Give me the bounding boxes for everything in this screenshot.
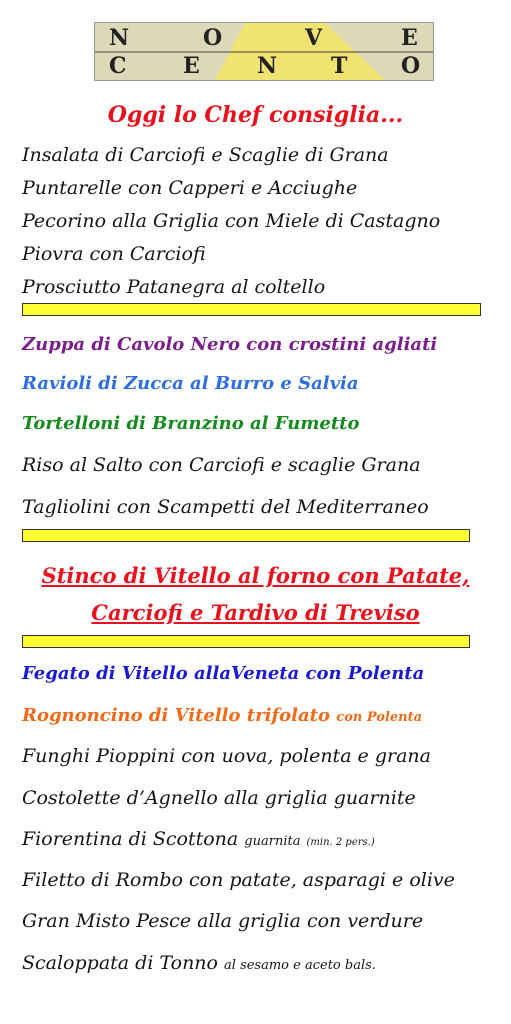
menu-item-antipasto: Insalata di Carciofi e Scaglie di Grana [22,144,389,166]
menu-item-primo: Riso al Salto con Carciofi e scaglie Grana [22,454,421,476]
menu-item-secondo: Filetto di Rombo con patate, asparagi e olive [22,869,455,891]
dish-note: (min. 2 pers.) [306,837,375,848]
menu-item-primo: Tagliolini con Scampetti del Mediterraneo [22,496,429,518]
menu-item-secondo [22,828,375,850]
logo-letter: E [183,53,200,79]
menu-item-secondo: Fegato di Vitello allaVeneta con Polenta [22,663,425,684]
menu-item-antipasto: Puntarelle con Capperi e Acciughe [22,177,358,199]
logo-letter: N [257,53,278,79]
section-divider [22,529,470,542]
logo-letter: O [203,25,223,51]
dish-suffix: guarnita [244,834,301,849]
novecento-logo [94,22,434,81]
logo-letter: E [401,25,418,51]
menu-item-antipasto: Pecorino alla Griglia con Miele di Castagno [22,210,441,232]
menu-heading: Oggi lo Chef consiglia... [107,102,404,128]
dish-name: Scaloppata di Tonno [22,952,218,974]
logo-letter: C [109,53,127,79]
menu-item-primo: Tortelloni di Branzino al Fumetto [22,413,360,434]
section-divider [22,635,470,648]
logo-row-top [95,25,433,51]
dish-suffix: al sesamo e aceto bals. [224,958,376,973]
logo-letter: N [109,25,130,51]
menu-item-primo: Ravioli di Zucca al Burro e Salvia [22,373,359,394]
menu-item-secondo: Costolette d’Agnello alla griglia guarnite [22,787,416,809]
logo-row-bottom [95,53,433,79]
logo-letter: O [401,53,421,79]
menu-item-antipasto: Piovra con Carciofi [22,243,206,265]
logo-letter: T [331,53,348,79]
dish-name: Rognoncino di Vitello trifolato [22,705,330,726]
dish-name: Fiorentina di Scottona [22,828,239,850]
special-dish-line-1: Stinco di Vitello al forno con Patate, [41,563,470,588]
section-divider [22,303,481,316]
special-dish-line-2: Carciofi e Tardivo di Treviso [91,600,420,625]
menu-item-secondo [22,705,422,726]
menu-item-secondo: Gran Misto Pesce alla griglia con verdure [22,910,424,932]
logo-letter: V [305,25,323,51]
menu-item-secondo: Funghi Pioppini con uova, polenta e grana [22,745,431,767]
menu-item-antipasto: Prosciutto Patanegra al coltello [22,276,326,298]
menu-item-primo: Zuppa di Cavolo Nero con crostini agliati [22,334,438,355]
menu-item-secondo [22,952,376,974]
dish-suffix: con Polenta [336,710,423,725]
